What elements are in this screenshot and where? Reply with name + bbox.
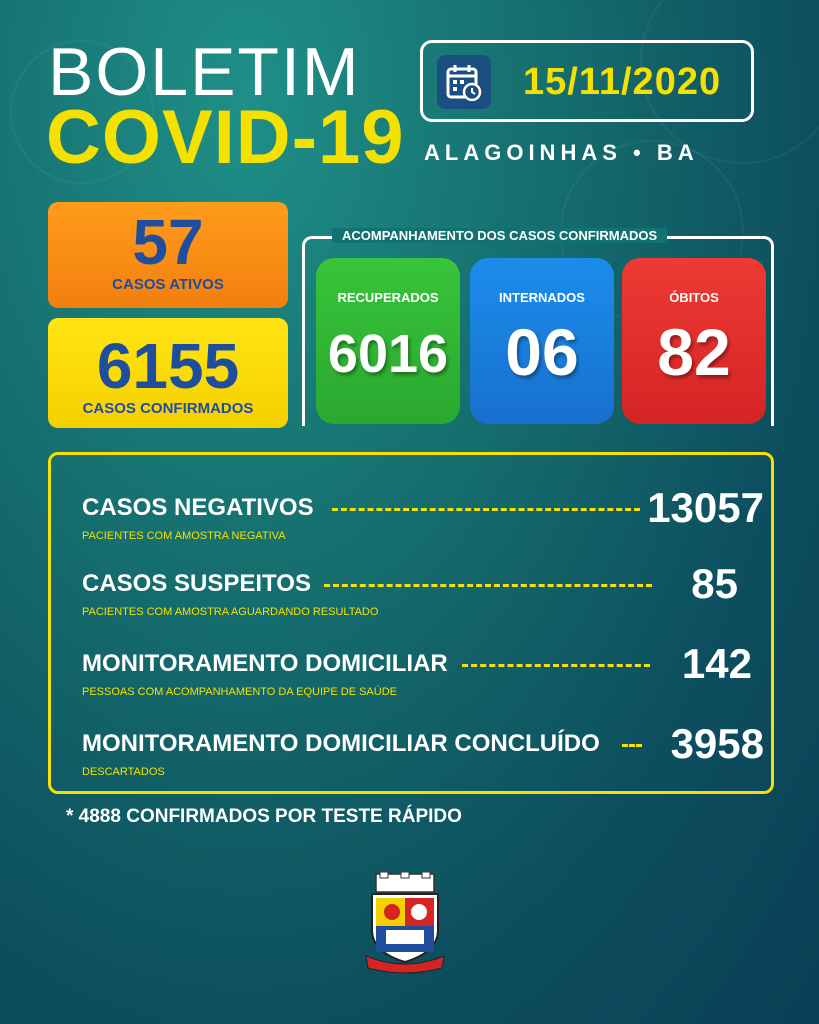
stat-subtitle: PESSOAS COM ACOMPANHAMENTO DA EQUIPE DE SAÚDE [82,686,397,698]
recovered-value: 6016 [327,324,449,384]
deaths-label: ÓBITOS [669,290,719,305]
confirmed-cases-value: 6155 [96,330,240,402]
stat-value: 85 [691,560,738,607]
rapid-test-footnote: * 4888 CONFIRMADOS POR TESTE RÁPIDO [66,806,462,827]
title-covid: COVID-19 [46,95,405,180]
dotted-leader [462,664,650,667]
stat-row-home-monitoring [82,640,772,710]
dotted-leader [332,508,640,511]
stat-subtitle: PACIENTES COM AMOSTRA AGUARDANDO RESULTADO [82,606,379,618]
stat-subtitle: PACIENTES COM AMOSTRA NEGATIVA [82,530,286,542]
stat-value: 13057 [647,484,764,531]
confirmed-cases-card [48,318,288,428]
active-cases-label: CASOS ATIVOS [112,276,224,293]
stat-row-negative [82,484,772,554]
active-cases-card [48,202,288,308]
hospitalized-value: 06 [505,315,579,389]
stat-row-suspected [82,560,772,630]
confirmed-cases-label: CASOS CONFIRMADOS [82,400,254,417]
active-cases-value: 57 [132,206,204,278]
location: ALAGOINHAS • BA [424,140,699,165]
hospitalized-tile [470,258,614,424]
calendar-icon [437,55,491,109]
stat-title: MONITORAMENTO DOMICILIAR CONCLUÍDO [82,730,600,757]
municipal-crest-logo [362,872,448,974]
title-boletim: BOLETIM [48,34,361,110]
stat-row-home-monitoring-completed [82,720,772,790]
deaths-tile [622,258,766,424]
dotted-leader [324,584,652,587]
stat-value: 3958 [670,720,764,767]
recovered-label: RECUPERADOS [337,290,439,305]
recovered-tile [316,258,460,424]
stat-subtitle: DESCARTADOS [82,766,165,778]
deaths-value: 82 [657,315,731,389]
tracking-panel-title: ACOMPANHAMENTO DOS CASOS CONFIRMADOS [332,228,667,243]
date-box [420,40,754,122]
stat-value: 142 [681,640,752,687]
stat-title: MONITORAMENTO DOMICILIAR [82,650,448,677]
dotted-leader [622,744,642,747]
stat-title: CASOS SUSPEITOS [82,570,311,597]
hospitalized-label: INTERNADOS [499,290,585,305]
bulletin-date: 15/11/2020 [523,61,722,103]
stat-title: CASOS NEGATIVOS [82,494,314,521]
